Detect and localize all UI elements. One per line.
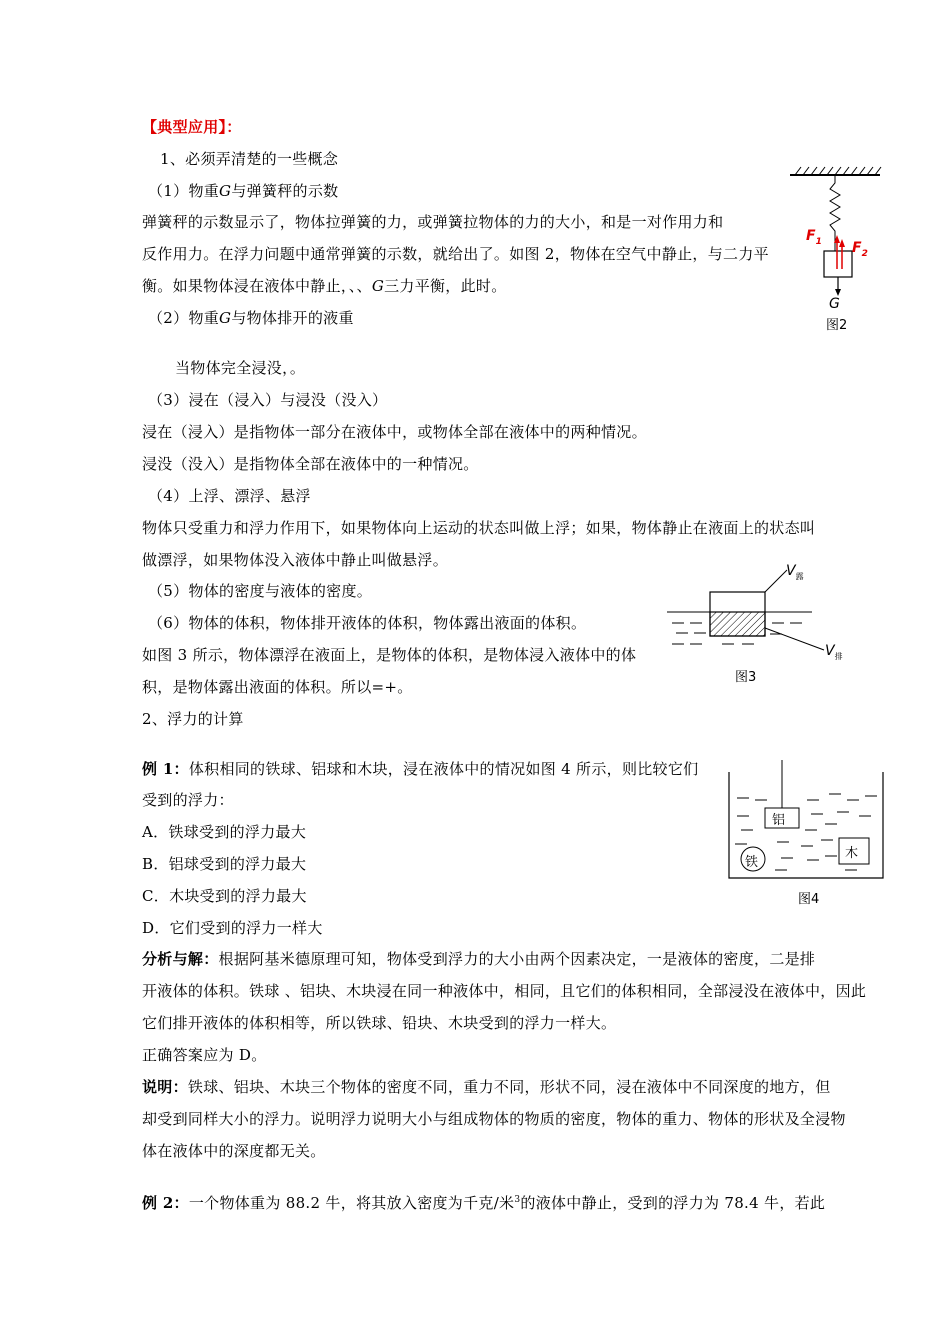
text-line: 浸在（浸入）是指物体一部分在液体中，或物体全部在液体中的两种情况。 <box>142 423 647 441</box>
text-line: 当物体完全浸没，。 <box>175 359 306 377</box>
text-line: 浸没（没入）是指物体全部在液体中的一种情况。 <box>142 455 479 473</box>
label-v-displaced: $V_排$ <box>825 643 843 661</box>
text-line: （3）浸在（浸入）与浸没（没入） <box>148 391 388 409</box>
text-line: 弹簧秤的示数显示了，物体拉弹簧的力，或弹簧拉物体的力的大小，和是一对作用力和 <box>142 213 724 231</box>
figure-2-caption: 图2 <box>826 318 848 333</box>
note: 却受到同样大小的浮力。说明浮力说明大小与组成物体的物质的密度，物体的重力、物体的形状及全浸物 <box>142 1110 846 1128</box>
figure-4-caption: 图4 <box>798 892 820 907</box>
text-line: 1、必须弄清楚的一些概念 <box>160 150 339 168</box>
example1-question: 例 1：体积相同的铁球、铝球和木块，浸在液体中的情况如图 4 所示，则比较它们 <box>142 760 699 778</box>
label-f1: $F_1$ <box>806 228 822 247</box>
section-title: 【典型应用】： <box>142 118 242 136</box>
example2-question: 例 2：一个物体重为 88.2 牛，将其放入密度为千克/米$^3$的液体中静止，受到的浮力为 78.4 牛，若此 <box>142 1194 826 1212</box>
text-line: 做漂浮，如果物体没入液体中静止叫做悬浮。 <box>142 551 449 569</box>
text-line: 积，是物体露出液面的体积。所以=+。 <box>142 678 413 696</box>
text-line: 物体只受重力和浮力作用下，如果物体向上运动的状态叫做上浮；如果，物体静止在液面上的状态叫 <box>142 519 816 537</box>
figure-3-diagram <box>662 560 852 665</box>
option-b: B．铝球受到的浮力最大 <box>142 855 307 873</box>
option-d: D．它们受到的浮力一样大 <box>142 919 323 937</box>
answer: 正确答案应为 D。 <box>142 1046 267 1064</box>
example1-question: 受到的浮力： <box>142 791 234 809</box>
text-line: （4）上浮、漂浮、悬浮 <box>148 487 311 505</box>
analysis: 开液体的体积。铁球 、铝块、木块浸在同一种液体中，相同，且它们的体积相同，全部浸没在液体中，因此 <box>142 982 867 1000</box>
text-line: 反作用力。在浮力问题中通常弹簧的示数，就给出了。如图 2，物体在空气中静止，与二力平 <box>142 245 769 263</box>
label-g: G <box>829 296 840 312</box>
label-f2: $F_2$ <box>852 240 868 259</box>
analysis: 分析与解：根据阿基米德原理可知，物体受到浮力的大小由两个因素决定，一是液体的密度，二是排 <box>142 950 816 968</box>
note: 说明：铁球、铝块、木块三个物体的密度不同，重力不同，形状不同，浸在液体中不同深度的地方，但 <box>142 1078 831 1096</box>
text-line: （2）物重G与物体排开的液重 <box>148 309 354 327</box>
text-line: 如图 3 所示，物体漂浮在液面上，是物体的体积，是物体浸入液体中的体 <box>142 646 637 664</box>
label-iron: 铁 <box>745 855 759 870</box>
text-line: 2、浮力的计算 <box>142 710 244 728</box>
label-v-exposed: $V_露$ <box>786 563 804 581</box>
option-c: C．木块受到的浮力最大 <box>142 887 307 905</box>
text-line: （5）物体的密度与液体的密度。 <box>148 582 373 600</box>
label-aluminum: 铝 <box>772 813 786 828</box>
option-a: A．铁球受到的浮力最大 <box>142 823 307 841</box>
text-line: （1）物重G与弹簧秤的示数 <box>148 182 339 200</box>
text-line: 衡。如果物体浸在液体中静止，、、G三力平衡，此时。 <box>142 277 507 295</box>
analysis: 它们排开液体的体积相等，所以铁球、铅块、木块受到的浮力一样大。 <box>142 1014 617 1032</box>
label-wood: 木 <box>845 846 859 861</box>
text-line: （6）物体的体积，物体排开液体的体积，物体露出液面的体积。 <box>148 614 587 632</box>
figure-3-caption: 图3 <box>735 670 757 685</box>
note: 体在液体中的深度都无关。 <box>142 1142 326 1160</box>
